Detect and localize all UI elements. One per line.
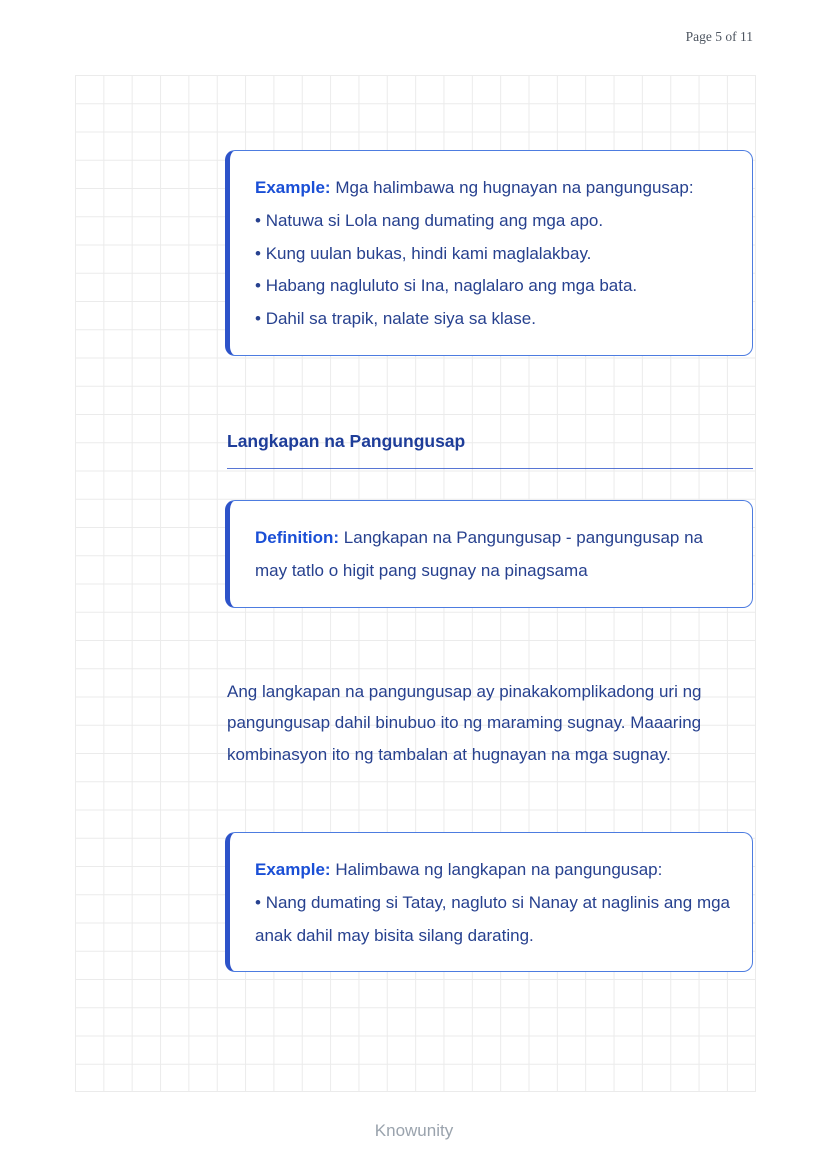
heading-underline: [227, 468, 753, 469]
example-callout-2: [225, 832, 753, 972]
list-item: • Kung uulan bukas, hindi kami maglalakbay.: [255, 238, 730, 271]
definition-callout: [225, 500, 753, 608]
page-number: Page 5 of 11: [685, 29, 753, 44]
definition-label: Definition:: [255, 528, 340, 547]
example-1-bullet-list: [255, 205, 730, 336]
list-item: • Nang dumating si Tatay, nagluto si Nanay at naglinis ang mga anak dahil may bisita silang darating.: [255, 887, 730, 953]
footer-brand: Knowunity: [374, 1121, 454, 1140]
definition-text-block: [255, 522, 730, 588]
example-2-intro-text: Halimbawa ng langkapan na pangungusap:: [335, 860, 663, 879]
list-item: • Habang nagluluto si Ina, naglalaro ang mga bata.: [255, 270, 730, 303]
example-2-intro: [255, 854, 730, 887]
definition-text: Langkapan na Pangungusap - pangungusap na may tatlo o higit pang sugnay na pinagsama: [255, 528, 703, 580]
example-1-intro: [255, 172, 730, 205]
list-item: • Dahil sa trapik, nalate siya sa klase.: [255, 303, 730, 336]
section-heading: Langkapan na Pangungusap: [227, 431, 466, 451]
body-paragraph: Ang langkapan na pangungusap ay pinakakomplikadong uri ng pangungusap dahil binubuo ito ng maraming sugnay. Maaaring kombinasyon ito ng tambalan at hugnayan na mga sugnay.: [227, 682, 702, 764]
list-item: • Natuwa si Lola nang dumating ang mga apo.: [255, 205, 730, 238]
example-2-label: Example:: [255, 860, 331, 879]
grid-background: [75, 75, 756, 1092]
example-1-intro-text: Mga halimbawa ng hugnayan na pangungusap:: [335, 178, 694, 197]
example-2-bullet-list: [255, 887, 730, 953]
example-callout-1: [225, 150, 753, 356]
example-1-label: Example:: [255, 178, 331, 197]
